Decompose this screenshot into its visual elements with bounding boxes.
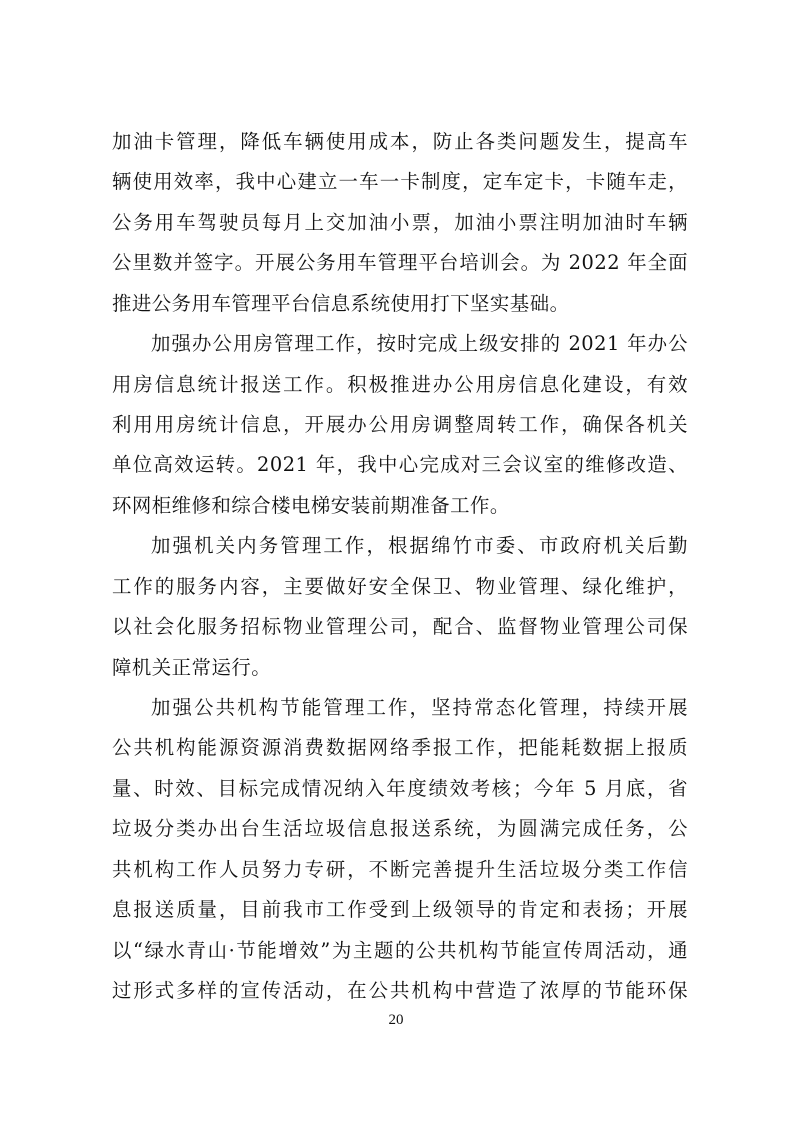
paragraph-start-line: 加强公共机构节能管理工作，坚持常态化管理，持续开展	[151, 696, 688, 719]
text-line: 环网柜维修和综合楼电梯安装前期准备工作。	[112, 493, 510, 517]
text-line: 量、时效、目标完成情况纳入年度绩效考核；今年 5 月底，省	[112, 776, 688, 800]
text-line: 用房信息统计报送工作。积极推进办公用房信息化建设，有效	[112, 372, 688, 396]
text-line: 过形式多样的宣传活动，在公共机构中营造了浓厚的节能环保	[112, 979, 688, 1002]
text-line: 公里数并签字。开展公务用车管理平台培训会。为 2022 年全面	[112, 251, 688, 275]
page-number: 20	[388, 1012, 404, 1028]
text-line: 公务用车驾驶员每月上交加油小票，加油小票注明加油时车辆	[112, 210, 688, 234]
text-line: 辆使用效率，我中心建立一车一卡制度，定车定卡，卡随车走，	[112, 170, 688, 194]
text-line: 息报送质量，目前我市工作受到上级领导的肯定和表扬；开展	[112, 898, 688, 922]
text-line: 障机关正常运行。	[112, 655, 272, 679]
text-line: 公共机构能源资源消费数据网络季报工作，把能耗数据上报质	[112, 736, 688, 760]
text-line: 单位高效运转。2021 年，我中心完成对三会议室的维修改造、	[112, 453, 688, 477]
text-line: 加油卡管理，降低车辆使用成本，防止各类问题发生，提高车	[112, 130, 688, 153]
text-line: 以社会化服务招标物业管理公司，配合、监督物业管理公司保	[112, 615, 688, 639]
paragraph-start-line: 加强办公用房管理工作，按时完成上级安排的 2021 年办公	[151, 332, 688, 356]
text-line: 工作的服务内容，主要做好安全保卫、物业管理、绿化维护，	[112, 574, 688, 598]
text-line: 利用用房统计信息，开展办公用房调整周转工作，确保各机关	[112, 413, 688, 436]
text-line: 垃圾分类办出台生活垃圾信息报送系统，为圆满完成任务，公	[112, 817, 688, 841]
paragraph-start-line: 加强机关内务管理工作，根据绵竹市委、市政府机关后勤	[151, 534, 688, 558]
text-line: 推进公务用车管理平台信息系统使用打下坚实基础。	[112, 291, 570, 315]
text-line: 以“绿水青山·节能增效”为主题的公共机构节能宣传周活动，通	[112, 938, 688, 962]
text-line: 共机构工作人员努力专研，不断完善提升生活垃圾分类工作信	[112, 857, 688, 881]
